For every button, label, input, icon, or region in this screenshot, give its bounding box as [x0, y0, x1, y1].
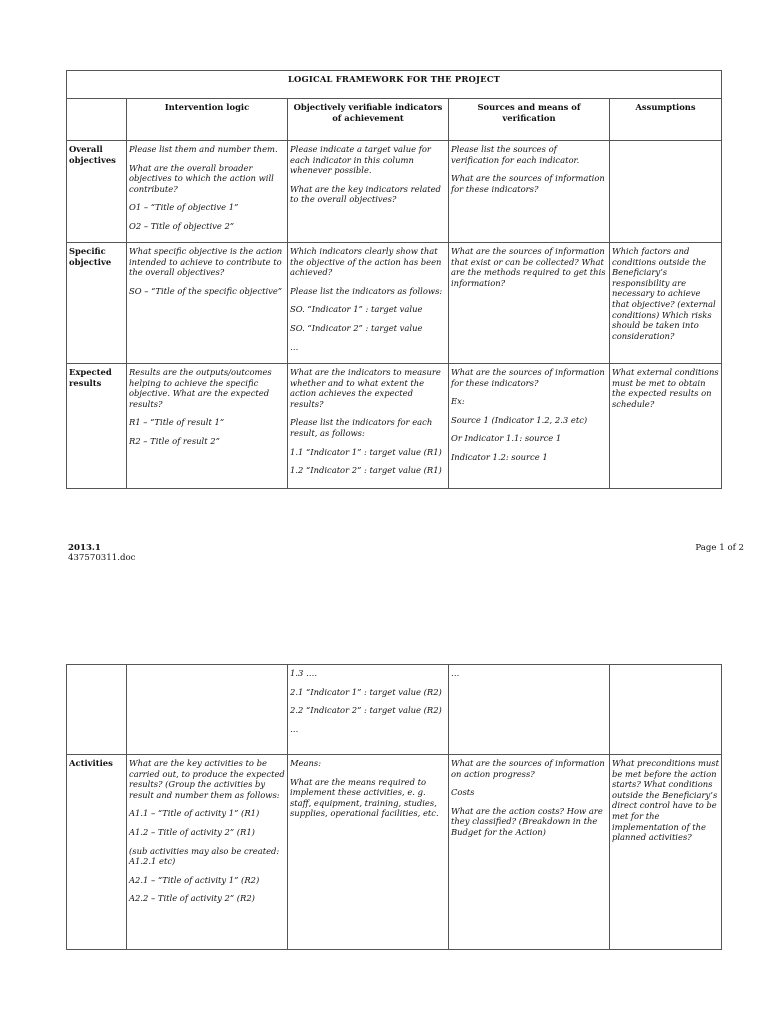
cell-paragraph: Indicator 1.2: source 1: [451, 451, 548, 462]
cell-paragraph: SO. “Indicator 1” : target value: [290, 304, 423, 315]
cell-paragraph: O1 – “Title of objective 1”: [129, 202, 239, 213]
cell-paragraph: …: [290, 723, 299, 734]
cell-indicators: [288, 755, 449, 950]
cell-paragraph: What are the key activities to be carried out, to produce the expected results? (Group the activities by result and number them as follows:: [129, 758, 285, 800]
table-row-activities: [67, 755, 722, 950]
header-empty: [67, 99, 127, 141]
row-label: Overall objectives: [67, 141, 127, 243]
cell-paragraph: A2.2 – Title of activity 2” (R2): [129, 893, 255, 904]
cell-paragraph: Please list the indicators for each result, as follows:: [290, 417, 433, 438]
cell-paragraph: Source 1 (Indicator 1.2, 2.3 etc): [451, 414, 588, 425]
cell-paragraph: Ex:: [451, 396, 465, 407]
cell-logic: [127, 141, 288, 243]
row-label: Specific objective: [67, 243, 127, 364]
cell-sources: [449, 755, 610, 950]
table-row-expected-results: [67, 364, 722, 489]
cell-paragraph: Results are the outputs/outcomes helping to achieve the specific objective. What are the expected results?: [129, 367, 272, 409]
cell-paragraph: Costs: [451, 787, 475, 798]
header-indicators: Objectively verifiable indicators of achievement: [288, 99, 449, 141]
cell-assumptions: [610, 141, 722, 243]
cell-logic: [127, 665, 288, 755]
row-label: Activities: [67, 755, 127, 950]
cell-paragraph: What are the sources of information for these indicators?: [451, 367, 605, 388]
logframe-table-page1: [66, 70, 722, 489]
cell-assumptions: [610, 665, 722, 755]
table-row-expected-results-continued: [67, 665, 722, 755]
cell-assumptions: [610, 364, 722, 489]
cell-assumptions: [610, 243, 722, 364]
cell-paragraph: 2.2 “Indicator 2” : target value (R2): [290, 705, 442, 716]
table-row-specific-objective: [67, 243, 722, 364]
cell-paragraph: A1.2 – Title of activity 2” (R1): [129, 826, 255, 837]
cell-paragraph: What are the sources of information that exist or can be collected? What are the methods required to get this information?: [451, 246, 606, 288]
row-label: [67, 665, 127, 755]
cell-paragraph: Please list the sources of verification for each indicator.: [451, 144, 580, 165]
cell-paragraph: SO – “Title of the specific objective”: [129, 285, 283, 296]
cell-sources: [449, 243, 610, 364]
footer-version: 2013.1: [68, 543, 101, 553]
footer-page-number: Page 1 of 2: [695, 543, 744, 553]
cell-paragraph: 1.3 ….: [290, 668, 318, 678]
row-label: Expected results: [67, 364, 127, 489]
cell-paragraph: Or Indicator 1.1: source 1: [451, 433, 562, 444]
cell-indicators: [288, 141, 449, 243]
cell-paragraph: What are the key indicators related to the overall objectives?: [290, 183, 441, 205]
cell-paragraph: 2.1 “Indicator 1” : target value (R2): [290, 686, 442, 697]
table-title: LOGICAL FRAMEWORK FOR THE PROJECT: [67, 71, 722, 99]
cell-paragraph: What are the sources of information on action progress?: [451, 758, 605, 779]
cell-paragraph: What are the indicators to measure whether and to what extent the action achieves the expected results?: [290, 367, 441, 409]
cell-logic: [127, 364, 288, 489]
cell-paragraph: What are the means required to implement these activities, e. g. staff, equipment, training, studies, supplies, operational facilities, etc.: [290, 776, 439, 819]
cell-sources: [449, 665, 610, 755]
cell-paragraph: Means:: [290, 758, 322, 768]
logframe-table-page2: [66, 664, 722, 950]
cell-paragraph: A2.1 – “Title of activity 1” (R2): [129, 874, 260, 885]
cell-paragraph: What preconditions must be met before the action starts? What conditions outside the Beneficiary’s direct control have to be met for the implementation of the planned activities?: [612, 758, 719, 843]
cell-paragraph: …: [451, 668, 460, 678]
cell-paragraph: (sub activities may also be created: A1.2.1 etc): [129, 845, 280, 867]
cell-paragraph: Which factors and conditions outside the Beneficiary’s responsibility are necessary to achieve that objective? (external conditions) Which risks should be taken into consideration?: [612, 246, 716, 341]
footer-filename: 437570311.doc: [68, 553, 136, 563]
cell-paragraph: R2 – Title of result 2”: [129, 435, 220, 446]
cell-paragraph: What are the overall broader objectives to which the action will contribute?: [129, 162, 274, 194]
cell-indicators: [288, 364, 449, 489]
header-assumptions: Assumptions: [610, 99, 722, 141]
cell-paragraph: R1 – “Title of result 1”: [129, 417, 225, 428]
cell-indicators: [288, 243, 449, 364]
table-row-overall-objectives: [67, 141, 722, 243]
cell-paragraph: What specific objective is the action intended to achieve to contribute to the overall objectives?: [129, 246, 283, 278]
cell-sources: [449, 364, 610, 489]
header-sources: Sources and means of verification: [449, 99, 610, 141]
header-intervention-logic: Intervention logic: [127, 99, 288, 141]
cell-paragraph: What are the action costs? How are they classified? (Breakdown in the Budget for the Action): [451, 805, 603, 837]
cell-paragraph: What external conditions must be met to obtain the expected results on schedule?: [612, 367, 719, 409]
cell-logic: [127, 243, 288, 364]
cell-assumptions: [610, 755, 722, 950]
cell-paragraph: What are the sources of information for these indicators?: [451, 173, 605, 194]
cell-paragraph: Which indicators clearly show that the objective of the action has been achieved?: [290, 246, 442, 278]
cell-paragraph: Please indicate a target value for each indicator in this column whenever possible.: [290, 144, 431, 176]
cell-paragraph: …: [290, 341, 299, 352]
cell-logic: [127, 755, 288, 950]
cell-paragraph: Please list them and number them.: [129, 144, 278, 154]
cell-paragraph: SO. “Indicator 2” : target value: [290, 322, 423, 333]
cell-paragraph: 1.2 “Indicator 2” : target value (R1): [290, 465, 442, 476]
cell-paragraph: Please list the indicators as follows:: [290, 285, 443, 296]
footer-left: [68, 543, 135, 563]
cell-paragraph: O2 – Title of objective 2”: [129, 220, 235, 231]
cell-indicators: [288, 665, 449, 755]
cell-sources: [449, 141, 610, 243]
cell-paragraph: 1.1 “Indicator 1” : target value (R1): [290, 446, 442, 457]
cell-paragraph: A1.1 – “Title of activity 1” (R1): [129, 808, 260, 819]
